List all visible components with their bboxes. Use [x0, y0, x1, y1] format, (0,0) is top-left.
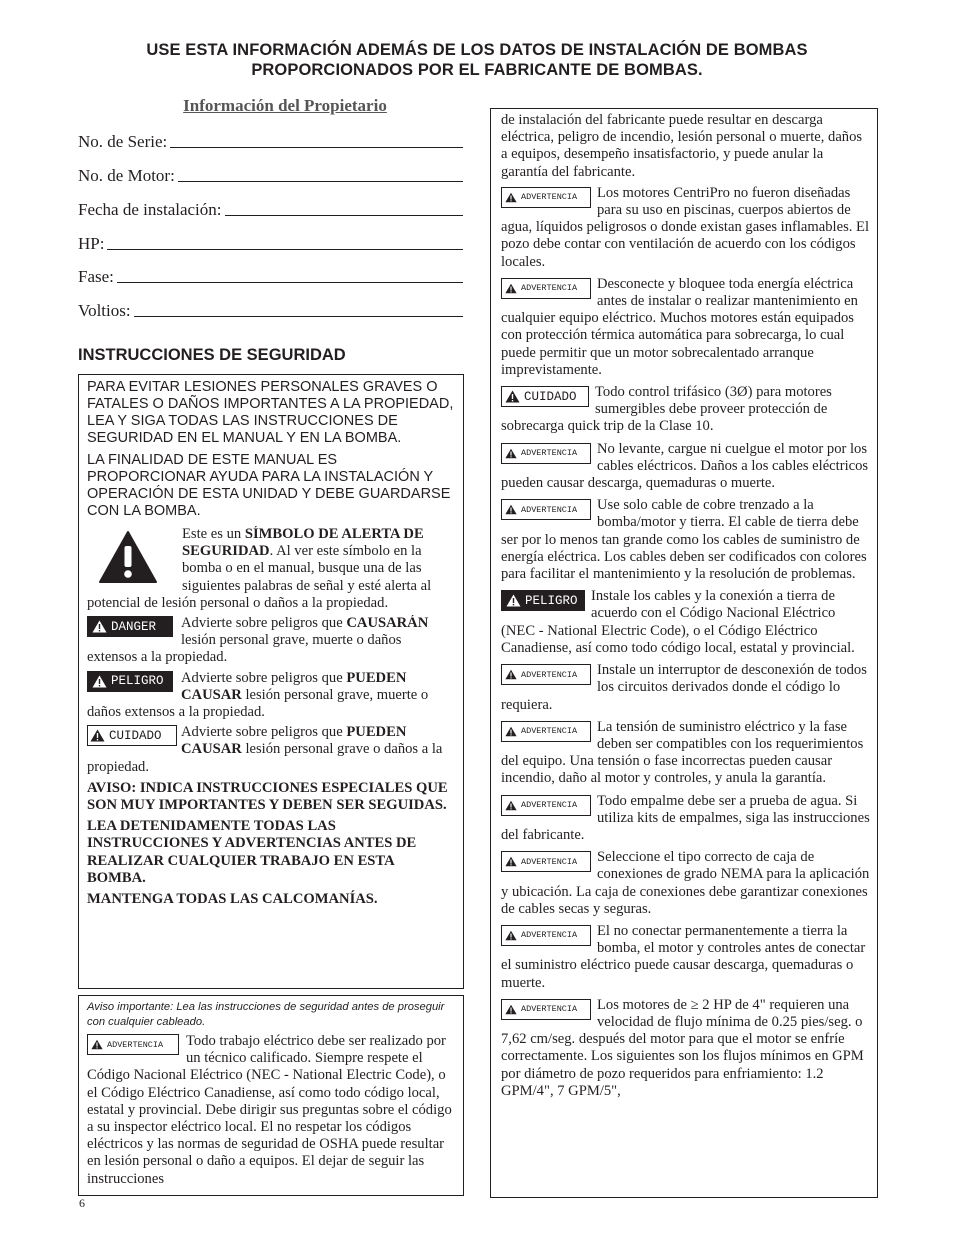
warning-text: Instale los cables y la conexión a tierra de acuerdo con el Código Nacional Eléctrico (NEC - National Electric Code), o el Código Eléctrico Canadiense, así como todo código local, estatal y provincial.: [501, 588, 855, 656]
serial-number-field: [78, 130, 463, 152]
header-line-1: USE ESTA INFORMACIÓN ADEMÁS DE LOS DATOS DE INSTALACIÓN DE BOMBAS: [146, 41, 808, 59]
fill-line: [134, 316, 463, 317]
field-label: HP:: [78, 234, 105, 253]
warning-item: [501, 923, 871, 992]
badge-label: ADVERTENCIA: [521, 930, 578, 941]
badge-label: ADVERTENCIA: [521, 800, 578, 811]
notice-text: Todo trabajo eléctrico debe ser realizado por un técnico calificado. Siempre respete el Código Nacional Eléctrico (NEC - National Electric Code), o el Código Eléctrico Canadiense, así como todo código local, estatal y provincial. Debe dirigir sus preguntas sobre el código a su inspector eléctrico local. El no respetar los códigos eléctricos y las normas de seguridad de OSHA puede resultar en lesión personal o daño a equipos. El dejar de seguir las instrucciones: [87, 1033, 452, 1187]
field-label: Fecha de instalación:: [78, 200, 222, 219]
safety-intro-2: LA FINALIDAD DE ESTE MANUAL ES PROPORCIONAR AYUDA PARA LA INSTALACIÓN Y OPERACIÓN DE ESTA UNIDAD Y DEBE GUARDARSE CON LA BOMBA.: [87, 452, 451, 519]
lea-text: LEA DETENIDAMENTE TODAS LAS INSTRUCCIONES Y ADVERTENCIAS ANTES DE REALIZAR CUALQUIER TRABAJO EN ESTA BOMBA.: [87, 818, 417, 886]
cuidado-text: Advierte sobre peligros que PUEDEN CAUSAR lesión personal grave o daños a la propiedad.: [87, 724, 443, 775]
mantenga-text: MANTENGA TODAS LAS CALCOMANÍAS.: [87, 891, 378, 908]
warning-triangle-icon: [505, 930, 517, 941]
peligro-text: Advierte sobre peligros que PUEDEN CAUSAR lesión personal grave, muerte o daños extensos a la propiedad.: [87, 669, 429, 721]
warnings-list: [501, 185, 871, 1100]
cuidado-label: CUIDADO: [109, 728, 162, 743]
warning-item: [501, 276, 871, 379]
warning-text: Los motores de ≥ 2 HP de 4" requieren una velocidad de flujo mínima de 0.25 pies/seg. o 7,62 cm/seg. después del motor para que el motor se enfríe correctamente. Los siguientes son los flujos mínimos en GPM por diámetro de pozo requeridos para enfriamiento: 1.2 GPM/4", 7 GPM/5",: [501, 996, 864, 1099]
warning-item: [501, 497, 871, 583]
warning-item: [501, 719, 871, 788]
advertencia-badge: [501, 851, 591, 872]
warning-triangle-icon: [505, 726, 517, 737]
badge-label: ADVERTENCIA: [521, 856, 578, 867]
advertencia-badge: [87, 1034, 179, 1055]
warning-text: El no conectar permanentemente a tierra la bomba, el motor y controles antes de conectar el suministro eléctrico puede causar descarga, quemaduras o muerte.: [501, 922, 866, 991]
fill-line: [178, 181, 463, 182]
badge-label: ADVERTENCIA: [521, 448, 578, 459]
advertencia-badge: [501, 999, 591, 1020]
right-intro-text: de instalación del fabricante puede resultar en descarga eléctrica, peligro de incendio, lesión personal o muerte, daños a equipos, desempeño insatisfactorio, y puede anular la garantía del fabricante.: [501, 112, 863, 180]
warning-text: Los motores CentriPro no fueron diseñadas para su uso en piscinas, cuerpos abiertos de agua, líquidos peligrosos o donde existan gases inflamables. El pozo debe contar con ventilación de acuerdo con los códigos locales.: [501, 184, 870, 270]
field-label: Voltios:: [78, 301, 131, 320]
warning-text: Seleccione el tipo correcto de caja de conexiones de grado NEMA para la aplicación y ubicación. La caja de conexiones debe garantizar conexiones de cables secas y seguras.: [501, 849, 870, 917]
warning-triangle-icon: [90, 729, 105, 742]
warning-item: [501, 441, 871, 493]
warning-triangle-icon: [505, 856, 517, 867]
advertencia-badge: [501, 721, 591, 742]
install-date-field: [78, 198, 463, 220]
warning-triangle-icon: [505, 1004, 517, 1015]
phase-field: [78, 265, 463, 287]
warning-item: [501, 185, 871, 271]
owner-info-title: Información del Propietario: [183, 96, 387, 115]
warning-text: Todo empalme debe ser a prueba de agua. Si utiliza kits de empalmes, siga las instrucciones del fabricante.: [501, 792, 870, 843]
warning-text: Use solo cable de cobre trenzado a la bomba/motor y tierra. El cable de tierra debe ser por lo menos tan grande como los cables de suministro de energía eléctrica. Los cables deben ser codificados con colores para facilitar el mantenimiento y la resolución de problemas.: [501, 497, 867, 583]
notice-italic: Aviso importante: Lea las instrucciones de seguridad antes de proseguir con cualquier cableado.: [87, 1001, 445, 1028]
warning-text: La tensión de suministro eléctrico y la fase deben ser compatibles con los requerimientos del equipo. Una tensión o fase incorrectas pueden causar incendio, daño al motor y controles, y anula la garantía.: [501, 718, 864, 787]
advertencia-label: ADVERTENCIA: [107, 1039, 164, 1050]
warning-triangle-icon: [91, 1039, 103, 1050]
advertencia-badge: [501, 664, 591, 685]
warning-item: [501, 849, 871, 918]
warning-triangle-icon: [505, 390, 520, 403]
warning-item: [501, 793, 871, 845]
page-header: [78, 40, 876, 80]
fill-line: [170, 147, 463, 148]
aviso-text: AVISO: INDICA INSTRUCCIONES ESPECIALES QUE SON MUY IMPORTANTES Y DEBEN SER SEGUIDAS.: [87, 779, 448, 814]
warning-triangle-icon: [506, 594, 521, 607]
peligro-label: PELIGRO: [111, 674, 164, 689]
safety-section-title: INSTRUCCIONES DE SEGURIDAD: [78, 346, 346, 364]
page-number: 6: [79, 1196, 85, 1210]
fill-line: [225, 215, 463, 216]
badge-label: ADVERTENCIA: [521, 192, 578, 203]
warning-triangle-icon: [505, 504, 517, 515]
right-warnings-box: [490, 108, 878, 1198]
header-line-2: PROPORCIONADOS POR EL FABRICANTE DE BOMBAS.: [251, 61, 703, 79]
warning-triangle-icon: [505, 448, 517, 459]
cuidado-badge: [87, 725, 177, 746]
fill-line: [117, 282, 463, 283]
peligro-badge: [501, 590, 585, 611]
badge-label: ADVERTENCIA: [521, 726, 578, 737]
safety-instructions-box: [78, 374, 464, 989]
advertencia-badge: [501, 278, 591, 299]
field-label: No. de Motor:: [78, 166, 175, 185]
warning-triangle-icon: [92, 675, 107, 688]
warning-triangle-icon: [505, 800, 517, 811]
safety-intro-1: PARA EVITAR LESIONES PERSONALES GRAVES O FATALES O DAÑOS IMPORTANTES A LA PROPIEDAD, LEA Y SIGA TODAS LAS INSTRUCCIONES DE SEGURIDAD EN EL MANUAL Y EN LA BOMBA.: [87, 379, 454, 446]
warning-item: [501, 997, 871, 1100]
warning-text: Desconecte y bloquee toda energía eléctrica antes de instalar o realizar mantenimiento en cualquier equipo eléctrico. Muchos motores están equipados con protección térmica automática para sobrecarga, lo cual puede permitir que un motor sobrecalentado arranque imprevistamente.: [501, 275, 858, 378]
danger-badge: [87, 616, 173, 637]
safety-symbol-text: Este es un SÍMBOLO DE ALERTA DE SEGURIDAD. Al ver este símbolo en la bomba o en el manual, busque una de las siguientes palabras de señal y esté alerta al potencial de lesión personal o daños a la propiedad.: [87, 526, 432, 611]
field-label: Fase:: [78, 267, 114, 286]
badge-label: PELIGRO: [525, 593, 578, 608]
advertencia-badge: [501, 187, 591, 208]
cuidado-badge: [501, 386, 589, 407]
warning-triangle-icon: [505, 669, 517, 680]
badge-label: ADVERTENCIA: [521, 1004, 578, 1015]
warning-text: Instale un interruptor de desconexión de todos los circuitos derivados donde el código lo requiera.: [501, 662, 867, 713]
badge-label: ADVERTENCIA: [521, 504, 578, 515]
badge-label: ADVERTENCIA: [521, 669, 578, 680]
danger-label: DANGER: [111, 619, 157, 634]
warning-triangle-icon: [505, 283, 517, 294]
warning-item: [501, 662, 871, 714]
field-label: No. de Serie:: [78, 132, 168, 151]
hp-field: [78, 232, 463, 254]
advertencia-badge: [501, 443, 591, 464]
warning-text: No levante, cargue ni cuelgue el motor por los cables eléctricos. Daños a los cables eléctricos pueden causar descarga, quemaduras o muerte.: [501, 440, 869, 492]
advertencia-badge: [501, 499, 591, 520]
warning-triangle-icon: [505, 192, 517, 203]
peligro-badge: [87, 671, 173, 692]
danger-text: Advierte sobre peligros que CAUSARÁN lesión personal grave, muerte o daños extensos a la propiedad.: [87, 615, 429, 666]
motor-number-field: [78, 164, 463, 186]
badge-label: ADVERTENCIA: [521, 283, 578, 294]
warning-triangle-icon: [92, 620, 107, 633]
safety-alert-symbol-icon: [98, 530, 158, 584]
advertencia-badge: [501, 795, 591, 816]
warning-item: [501, 384, 871, 436]
voltage-field: [78, 299, 463, 321]
badge-label: CUIDADO: [524, 389, 577, 404]
advertencia-badge: [501, 925, 591, 946]
notice-box: [78, 995, 464, 1196]
warning-item: [501, 588, 871, 657]
fill-line: [107, 249, 463, 250]
warning-text: Todo control trifásico (3Ø) para motores sumergibles debe proveer protección de sobrecarga quick trip de la Clase 10.: [501, 384, 832, 435]
